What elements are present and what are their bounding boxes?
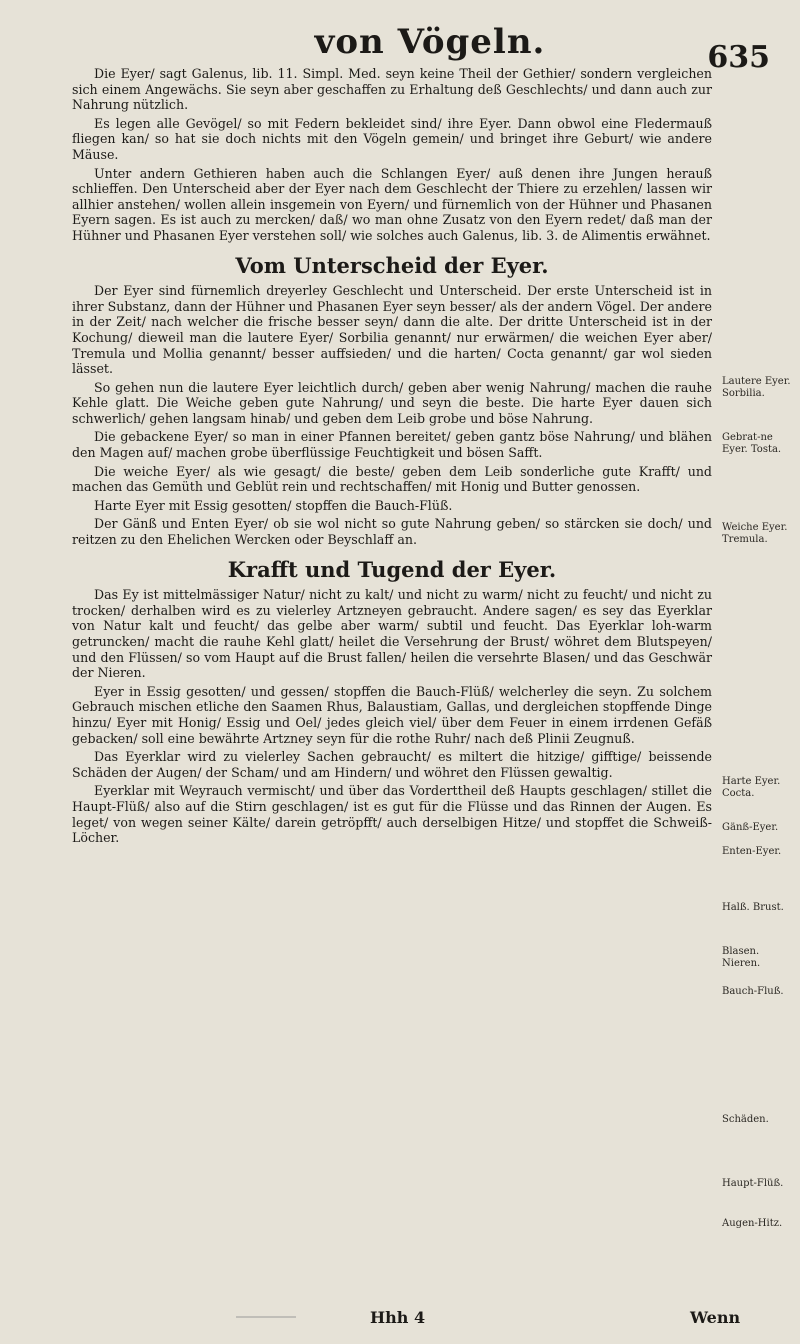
paragraph: Eyer in Essig gesotten/ und gessen/ stopffen die Bauch-Flüß/ welcherley die seyn. Zu solchem Gebrauch mischen etliche den Saamen Rhus, Balaustiam, Gallas, und dergleichen stopffende Dinge hinzu/ Eyer mit Honig/ Essig und Oel/ jedes gleich viel/ über dem Feuer in einem irrdenen Gefäß gebacken/ soll eine bewährte Artzney seyn für die rothe Ruhr/ nach deß Plinii Zeugnuß. bbox=[72, 683, 712, 746]
paragraph: Harte Eyer mit Essig gesotten/ stopffen die Bauch-Flüß. bbox=[94, 497, 453, 513]
margin-note: Gänß-Eyer. bbox=[722, 822, 779, 833]
running-title: von Vögeln. bbox=[314, 22, 546, 62]
signature-mark: Hhh 4 bbox=[370, 1308, 426, 1327]
paragraph: So gehen nun die lautere Eyer leichtlich durch/ geben aber wenig Nahrung/ machen die rauhe Kehle glatt. Die Weiche geben gute Nahrung/ und seyn die beste. Die harte Eyer dauen sich schwerlich/ gehen langsam hinab/ und geben dem Leib grobe und böse Nahrung. bbox=[72, 379, 712, 426]
section-heading: Vom Unterscheid der Eyer. bbox=[235, 252, 549, 278]
margin-note: Enten-Eyer. bbox=[722, 846, 782, 857]
margin-note: Halß. Brust. bbox=[722, 902, 784, 913]
margin-note: Augen-Hitz. bbox=[722, 1218, 783, 1229]
margin-note: Haupt-Flüß. bbox=[722, 1178, 784, 1189]
paragraph: Das Eyerklar wird zu vielerley Sachen gebraucht/ es miltert die hitzige/ gifftige/ beissende Schäden der Augen/ der Scham/ und am Hindern/ und wöhret den Flüssen gewaltig. bbox=[72, 749, 712, 780]
margin-note: Harte Eyer. Cocta. bbox=[722, 776, 781, 799]
catchword: Wenn bbox=[690, 1308, 741, 1327]
margin-note: Schäden. bbox=[722, 1114, 769, 1125]
margin-note: Bauch-Fluß. bbox=[722, 986, 784, 997]
paragraph: Eyerklar mit Weyrauch vermischt/ und über das Vorderttheil deß Haupts geschlagen/ stillet die Haupt-Flüß/ also auf die Stirn geschlagen/ ist es gut für die Flüsse und das Rinnen der Augen. Es leget/ von wegen seiner Kälte/ darein getröpfft/ auch derselbigen Hitze/ und stopffet die Schweiß-Löcher. bbox=[72, 783, 712, 846]
margin-note: Weiche Eyer. Tremula. bbox=[722, 522, 788, 545]
margin-note: Gebrat-ne Eyer. Tosta. bbox=[722, 432, 782, 455]
paragraph: Das Ey ist mittelmässiger Natur/ nicht zu kalt/ und nicht zu warm/ nicht zu feucht/ und nicht zu trocken/ derhalben wird es zu vielerley Artzneyen gebraucht. Andere sagen/ es sey das Eyerklar von Natur kalt und feucht/ das gelbe aber warm/ subtil und feucht. Das Eyerklar loh-warm getruncken/ macht die rauhe Kehl glatt/ heilet die Versehrung der Brust/ wöhret dem Blutspeyen/ und den Flüssen/ so vom Haupt auf die Brust fallen/ heilen die versehrte Blasen/ und das Geschwär der Nieren. bbox=[72, 587, 712, 681]
paragraph: Der Gänß und Enten Eyer/ ob sie wol nicht so gute Nahrung geben/ so stärcken sie doch/ und reitzen zu den Ehelichen Wercken oder Beyschlaff an. bbox=[72, 516, 712, 548]
page-number: 635 bbox=[707, 40, 770, 75]
paragraph: Es legen alle Gevögel/ so mit Federn bekleidet sind/ ihre Eyer. Dann obwol eine Fledermauß fliegen kan/ so hat sie doch nichts mit den Vögeln gemein/ und bringet ihre Geburt/ wie andere Mäuse. bbox=[72, 115, 712, 162]
paragraph: Unter andern Gethieren haben auch die Schlangen Eyer/ auß denen ihre Jungen herauß schlieffen. Den Unterscheid aber der Eyer nach dem Geschlecht der Thiere zu erzehlen/ lassen wir allhier anstehen/ wollen allein insgemein von Eyern/ und fürnemlich von der Hühner und Phasanen Eyern sagen. Es ist auch zu mercken/ daß/ wo man ohne Zusatz von den Eyern redet/ daß man der Hühner und Phasanen Eyer verstehen soll/ wie solches auch Galenus, lib. 3. de Alimentis erwähnet. bbox=[72, 165, 712, 243]
page-footer bbox=[0, 1308, 800, 1338]
section-heading: Krafft und Tugend der Eyer. bbox=[227, 556, 557, 582]
paragraph: Die weiche Eyer/ als wie gesagt/ die beste/ geben dem Leib sonderliche gute Krafft/ und machen das Gemüth und Geblüt rein und rechtschaffen/ mit Honig und Butter genossen. bbox=[72, 463, 712, 495]
paragraph: Die Eyer/ sagt Galenus, lib. 11. Simpl. Med. seyn keine Theil der Gethier/ sondern vergleichen sich einem Angewächs. Sie seyn aber geschaffen zu Erhaltung deß Geschlechts/ und dann auch zur Nahrung nützlich. bbox=[72, 66, 712, 113]
paragraph: Die gebackene Eyer/ so man in einer Pfannen bereitet/ geben gantz böse Nahrung/ und blähen den Magen auf/ machen grobe überflüssige Feuchtigkeit und bösen Safft. bbox=[72, 429, 712, 461]
ink-smudge bbox=[236, 1316, 296, 1318]
paragraph: Der Eyer sind fürnemlich dreyerley Geschlecht und Unterscheid. Der erste Unterscheid ist in ihrer Substanz, dann der Hühner und Phasanen Eyer seyn besser/ als der andern Vögel. Der andere in der Zeit/ nach welcher die frische besser seyn/ dann die alte. Der dritte Unterscheid ist in der Kochung/ dieweil man die lautere Eyer/ Sorbilia genannt/ nur erwärmen/ die weichen Eyer aber/ Tremula und Mollia genannt/ besser auffsieden/ und die harten/ Cocta genannt/ gar wol sieden lässet. bbox=[72, 283, 712, 377]
margin-note: Lautere Eyer. Sorbilia. bbox=[722, 376, 791, 399]
margin-note: Blasen. Nieren. bbox=[722, 946, 761, 969]
main-text bbox=[72, 66, 712, 849]
